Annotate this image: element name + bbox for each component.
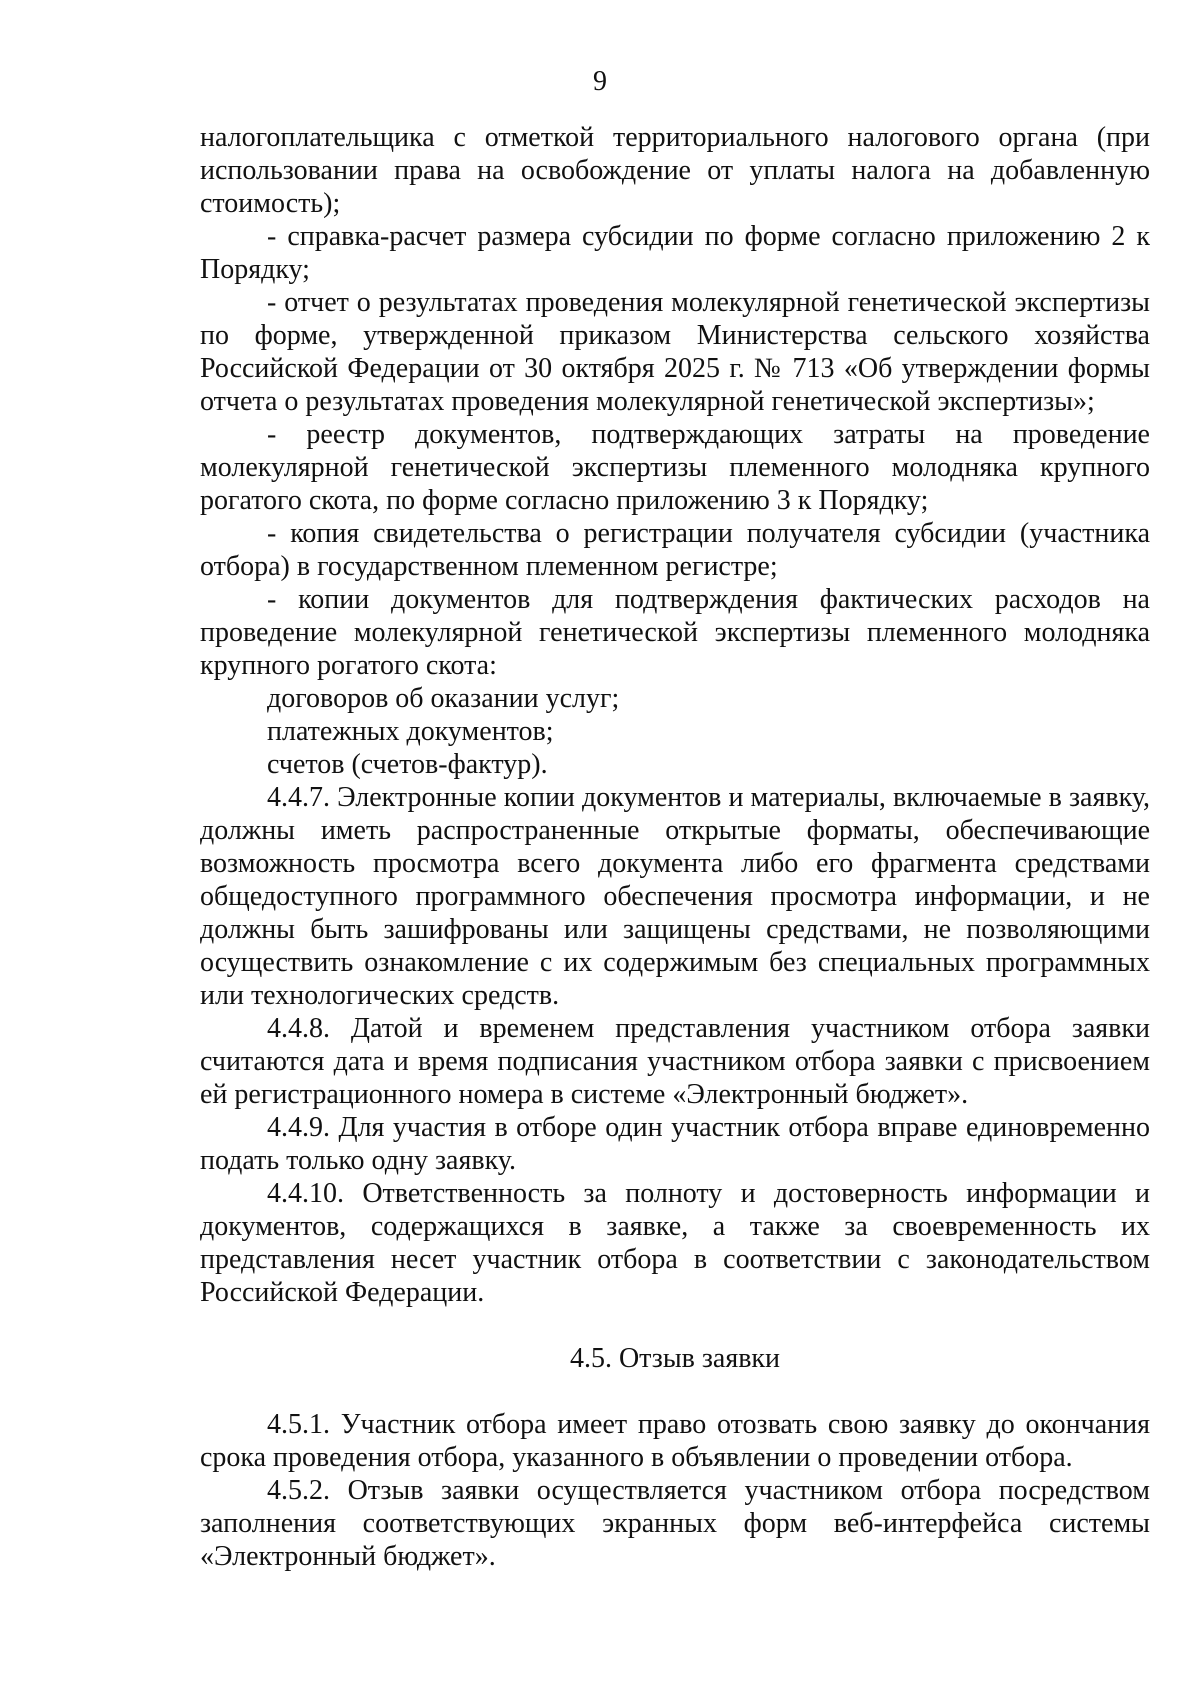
clause-4-4-10: 4.4.10. Ответственность за полноту и достоверность информации и документов, содержащихся в заявке, а также за своевременность их представления несет участник отбора в соответствии с законодательством Российской Федерации. <box>200 1178 1150 1308</box>
paragraph-expense-documents: - копии документов для подтверждения фактических расходов на проведение молекулярной генетической экспертизы племенного молодняка крупного рогатого скота: <box>200 584 1150 681</box>
paragraph-genetic-report: - отчет о результатах проведения молекулярной генетической экспертизы по форме, утвержденной приказом Министерства сельского хозяйства Российской Федерации от 30 октября 2025 г. № 713 «Об утверждении формы отчета о результатах проведения молекулярной генетической экспертизы»; <box>200 287 1150 417</box>
list-item: счетов (счетов-фактур). <box>267 749 548 780</box>
paragraph-continuation: налогоплательщика с отметкой территориального налогового органа (при использовании права на освобождение от уплаты налога на добавленную стоимость); <box>200 122 1150 219</box>
page-number: 9 <box>593 66 607 97</box>
list-item: платежных документов; <box>267 716 554 747</box>
clause-4-5-2: 4.5.2. Отзыв заявки осуществляется участником отбора посредством заполнения соответствующих экранных форм веб-интерфейса системы «Электронный бюджет». <box>200 1475 1150 1572</box>
document-body <box>200 121 1150 1573</box>
clause-4-4-8: 4.4.8. Датой и временем представления участником отбора заявки считаются дата и время подписания участником отбора заявки с присвоением ей регистрационного номера в системе «Электронный бюджет». <box>200 1013 1150 1110</box>
paragraph-documents-register: - реестр документов, подтверждающих затраты на проведение молекулярной генетической экспертизы племенного молодняка крупного рогатого скота, по форме согласно приложению 3 к Порядку; <box>200 419 1150 516</box>
list-item: договоров об оказании услуг; <box>267 683 620 714</box>
clause-4-5-1: 4.5.1. Участник отбора имеет право отозвать свою заявку до окончания срока проведения отбора, указанного в объявлении о проведении отбора. <box>200 1409 1150 1473</box>
clause-4-4-7: 4.4.7. Электронные копии документов и материалы, включаемые в заявку, должны иметь распространенные открытые форматы, обеспечивающие возможность просмотра всего документа либо его фрагмента средствами общедоступного программного обеспечения просмотра информации, и не должны быть зашифрованы или защищены средствами, не позволяющими осуществить ознакомление с их содержимым без специальных программных или технологических средств. <box>200 782 1150 1011</box>
clause-4-4-9: 4.4.9. Для участия в отборе один участник отбора вправе единовременно подать только одну заявку. <box>200 1112 1150 1176</box>
paragraph-registration-certificate: - копия свидетельства о регистрации получателя субсидии (участника отбора) в государственном племенном регистре; <box>200 518 1150 582</box>
section-heading: 4.5. Отзыв заявки <box>569 1343 781 1374</box>
paragraph-subsidy-calculation: - справка-расчет размера субсидии по форме согласно приложению 2 к Порядку; <box>200 221 1150 285</box>
